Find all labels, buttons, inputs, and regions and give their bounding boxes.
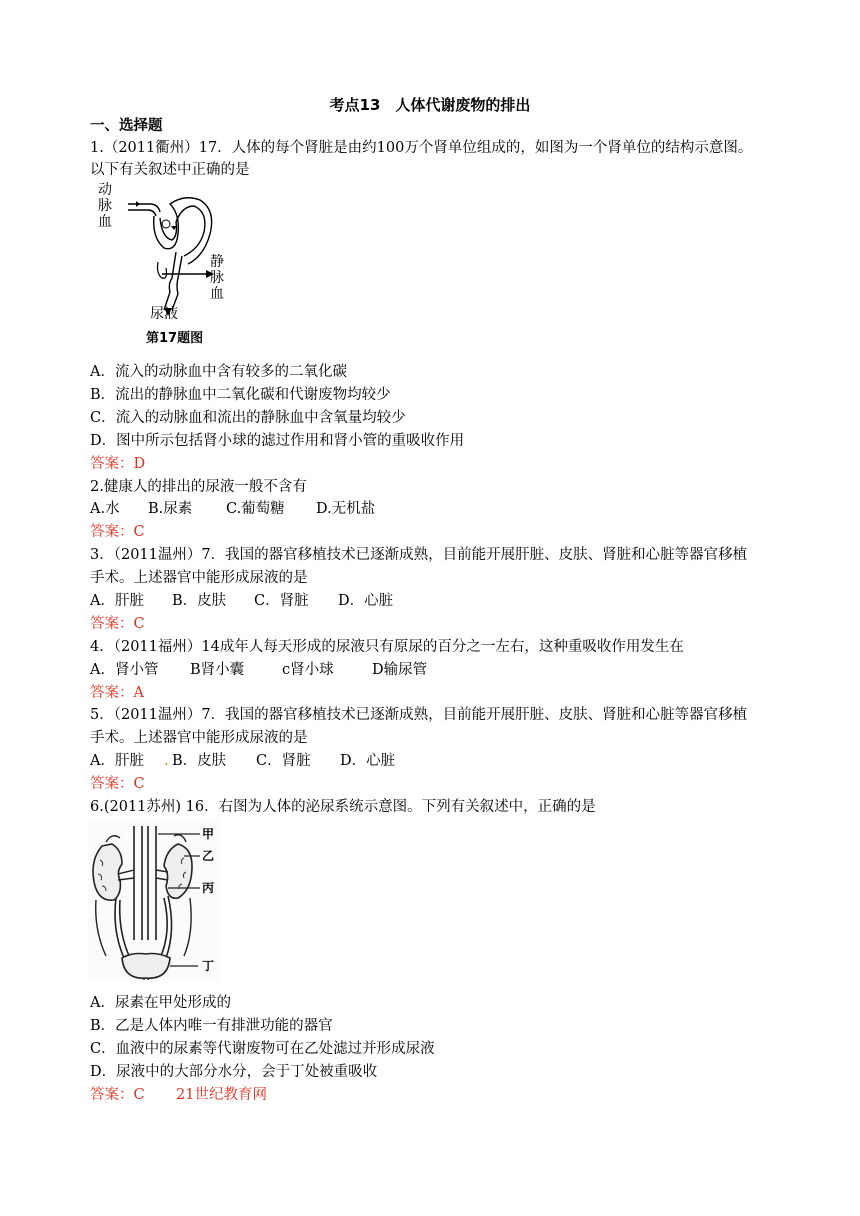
vein-label-1: 静	[210, 254, 224, 270]
q3-option-c: C．肾脏	[254, 593, 309, 609]
q3-answer: 答案：C	[90, 616, 145, 632]
q1-option-c: C．流入的动脉血和流出的静脉血中含氧量均较少	[90, 410, 406, 426]
q4-stem: 4．（2011福州）14成年人每天形成的尿液只有原尿的百分之一左右，这种重吸收作用发生在	[90, 639, 684, 655]
q3-option-b: B．皮肤	[172, 593, 227, 609]
q4-option-d: D输尿管	[372, 662, 428, 678]
urine-label: 尿液	[150, 306, 178, 322]
q6-option-a: A．尿素在甲处形成的	[90, 995, 231, 1011]
q6-stem: 6.(2011苏州) 16．右图为人体的泌尿系统示意图。下列有关叙述中，正确的是	[90, 799, 596, 815]
q5-stem-line1: 5．（2011温州）7．我国的器官移植技术已逐渐成熟，目前能开展肝脏、皮肤、肾脏和心脏等器官移植	[90, 707, 748, 723]
urinary-system-figure	[88, 820, 220, 980]
vein-label-3: 血	[210, 286, 224, 302]
q2-answer: 答案：C	[90, 524, 145, 540]
q6-answer-line	[90, 1085, 267, 1105]
label-bing: 丙	[202, 881, 215, 895]
q5-option-b: B．皮肤	[172, 753, 227, 769]
page-title: 考点13 人体代谢废物的排出	[329, 96, 531, 114]
label-yi: 乙	[202, 849, 215, 863]
q4-option-b: B肾小囊	[190, 662, 245, 678]
q4-option-c: c肾小球	[282, 662, 334, 678]
q4-options	[90, 660, 427, 680]
q2-option-a: A.水	[90, 501, 120, 517]
label-jia: 甲	[202, 827, 215, 841]
q4-answer: 答案：A	[90, 685, 144, 701]
stray-dot: .	[164, 753, 169, 769]
q6-option-c: C．血液中的尿素等代谢废物可在乙处滤过并形成尿液	[90, 1041, 435, 1057]
q2-stem: 2.健康人的排出的尿液一般不含有	[90, 479, 307, 495]
vein-label-2: 脉	[210, 270, 224, 286]
figure-caption: 第17题图	[146, 331, 204, 346]
q6-option-d: D．尿液中的大部分水分，会于丁处被重吸收	[90, 1064, 378, 1080]
watermark-text: 21世纪教育网	[176, 1087, 267, 1103]
q1-option-a: A．流入的动脉血中含有较多的二氧化碳	[90, 364, 347, 380]
q5-stem-line2: 手术。上述器官中能形成尿液的是	[90, 730, 308, 746]
q3-stem-line2: 手术。上述器官中能形成尿液的是	[90, 570, 308, 586]
q1-stem-line1: 1.（2011衢州）17．人体的每个肾脏是由约100万个肾单位组成的，如图为一个肾单位的结构示意图。	[90, 140, 753, 156]
artery-label-3: 血	[98, 214, 112, 230]
section-heading: 一、选择题	[90, 118, 163, 134]
q6-answer: 答案：C	[90, 1087, 145, 1103]
q2-option-b: B.尿素	[148, 501, 193, 517]
q5-option-a: A．肝脏	[90, 753, 144, 769]
artery-label-1: 动	[98, 182, 112, 198]
q5-options	[90, 751, 395, 771]
q1-answer: 答案：D	[90, 456, 146, 472]
q2-options	[90, 499, 375, 519]
artery-label-2: 脉	[98, 198, 112, 214]
q4-option-a: A．肾小管	[90, 662, 159, 678]
q5-option-d: D．心脏	[340, 753, 396, 769]
q6-option-b: B．乙是人体内唯一有排泄功能的器官	[90, 1018, 333, 1034]
q3-stem-line1: 3．（2011温州）7．我国的器官移植技术已逐渐成熟，目前能开展肝脏、皮肤、肾脏和心脏等器官移植	[90, 547, 748, 563]
nephron-figure	[92, 178, 242, 350]
q1-option-b: B．流出的静脉血中二氧化碳和代谢废物均较少	[90, 387, 391, 403]
label-ding: 丁	[202, 959, 215, 973]
q3-option-a: A．肝脏	[90, 593, 144, 609]
q3-options	[90, 591, 393, 611]
q3-option-d: D．心脏	[338, 593, 394, 609]
q2-option-c: C.葡萄糖	[226, 501, 285, 517]
q1-option-d: D．图中所示包括肾小球的滤过作用和肾小管的重吸收作用	[90, 433, 465, 449]
q5-answer: 答案：C	[90, 776, 145, 792]
q1-stem-line2: 以下有关叙述中正确的是	[90, 162, 250, 178]
q5-option-c: C．肾脏	[256, 753, 311, 769]
q2-option-d: D.无机盐	[316, 501, 376, 517]
